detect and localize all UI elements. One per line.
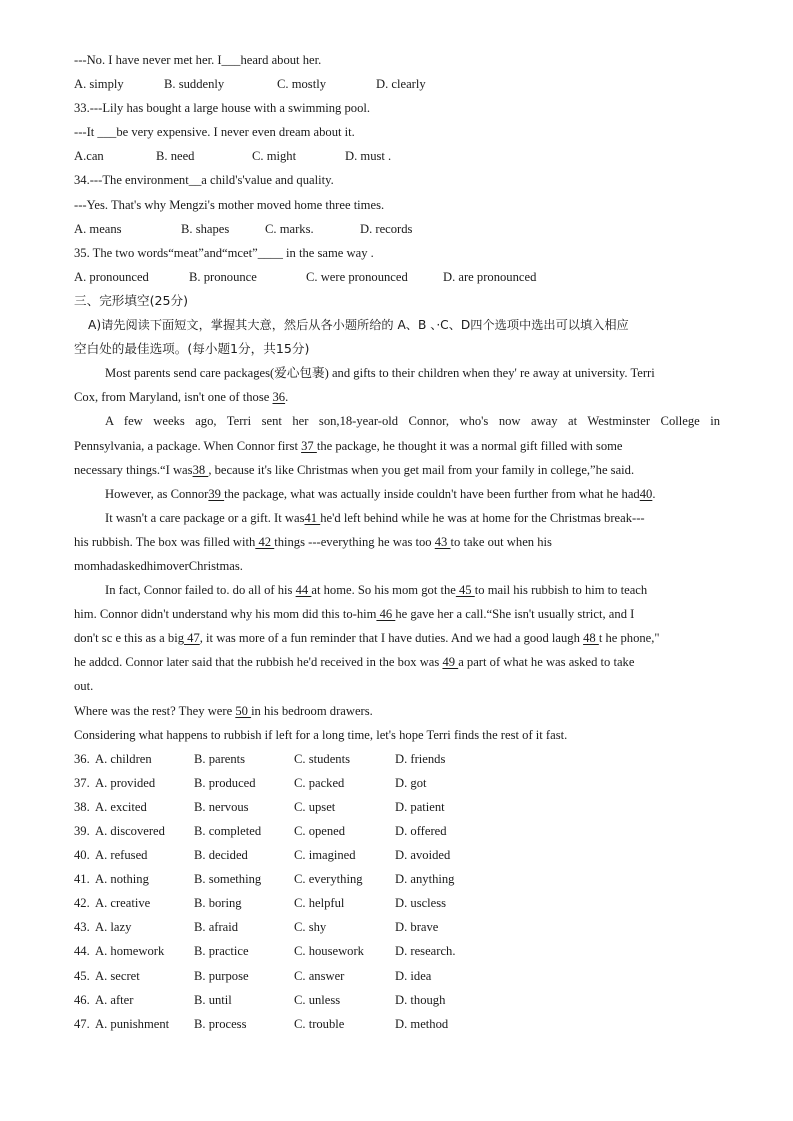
option: D. friends <box>395 751 446 766</box>
question-row <box>74 1012 720 1036</box>
passage-line: him. Connor didn't understand why his mom did this to-him 46 he gave her a call.“She isn't usually strict, and I <box>74 607 635 622</box>
option: A. secret <box>95 968 140 983</box>
blank-47: 47 <box>184 631 200 646</box>
question-number: 46. <box>74 992 90 1007</box>
option: C. answer <box>294 968 345 983</box>
option: A. nothing <box>95 872 149 887</box>
question-number: 37. <box>74 775 90 790</box>
option: C. might <box>252 149 297 164</box>
q35-options <box>74 265 720 289</box>
option: B. produced <box>194 775 256 790</box>
passage-line: his rubbish. The box was filled with 42 things ---everything he was too 43 to take out when his <box>74 534 552 549</box>
q33-reply: ---It ___be very expensive. I never even dream about it. <box>74 125 355 140</box>
q34-stem: 34.---The environment__a child's'value and quality. <box>74 173 334 188</box>
option: D. got <box>395 775 427 790</box>
option: B. parents <box>194 751 246 766</box>
option: D. idea <box>395 968 432 983</box>
question-number: 36. <box>74 751 90 766</box>
blank-48: 48 <box>583 631 599 646</box>
option: C. helpful <box>294 896 345 911</box>
option: B. something <box>194 872 262 887</box>
option: D. research. <box>395 944 456 959</box>
passage-line: It wasn't a care package or a gift. It was41 he'd left behind while he was at home for the Christmas break--- <box>105 510 645 525</box>
option: C. students <box>294 751 350 766</box>
question-row <box>74 939 720 963</box>
q33-options <box>74 144 720 168</box>
question-row <box>74 988 720 1012</box>
passage-line: Considering what happens to rubbish if left for a long time, let's hope Terri finds the rest of it fast. <box>74 727 568 742</box>
blank-41: 41 <box>304 510 321 525</box>
question-number: 44. <box>74 944 90 959</box>
passage-line: However, as Connor39 the package, what was actually inside couldn't have been further from what he had40. <box>105 486 656 501</box>
question-row <box>74 771 720 795</box>
option: B. nervous <box>194 799 249 814</box>
question-row <box>74 747 720 771</box>
question-number: 40. <box>74 848 90 863</box>
option: B. boring <box>194 896 242 911</box>
option: A. punishment <box>95 1016 170 1031</box>
option: B. until <box>194 992 232 1007</box>
option: B. purpose <box>194 968 249 983</box>
option: A.can <box>74 149 104 164</box>
option: A. excited <box>95 799 147 814</box>
option: C. were pronounced <box>306 269 408 284</box>
passage-line: Pennsylvania, a package. When Connor first 37 the package, he thought it was a normal gift filled with some <box>74 438 623 453</box>
option: D. offered <box>395 824 447 838</box>
passage-line: out. <box>74 679 94 694</box>
question-number: 47. <box>74 1016 90 1031</box>
option: A. provided <box>95 775 156 790</box>
passage-line: Most parents send care packages(爱心包裹) and gifts to their children when they' re away at university. Terri <box>105 366 655 381</box>
option: D. avoided <box>395 848 451 863</box>
option: A. after <box>95 992 134 1007</box>
option: A. refused <box>95 848 148 863</box>
option: C. trouble <box>294 1016 345 1031</box>
passage-line: he addcd. Connor later said that the rubbish he'd received in the box was 49 a part of what he was asked to take <box>74 655 635 670</box>
blank-39: 39 <box>208 486 225 501</box>
option: C. imagined <box>294 848 356 863</box>
question-row <box>74 891 720 915</box>
question-number: 41. <box>74 872 90 887</box>
blank-42: 42 <box>255 534 275 549</box>
section-instruction-line1: A)请先阅读下面短文，掌握其大意，然后从各小题所给的 A、B 、·C、D四个选项中选出可以填入相应 <box>88 318 629 333</box>
passage-line: A few weeks ago, Terri sent her son,18-year-old Connor, who's now away at Westminster College in <box>105 414 720 429</box>
blank-46: 46 <box>376 607 396 622</box>
q33-stem: 33.---Lily has bought a large house with a swimming pool. <box>74 101 371 116</box>
option: B. shapes <box>181 221 230 236</box>
passage-line: momhadaskedhimoverChristmas. <box>74 558 243 573</box>
option: B. process <box>194 1016 247 1031</box>
option: A. discovered <box>95 824 165 838</box>
blank-38: 38 <box>192 462 209 477</box>
option: D. method <box>395 1016 449 1031</box>
question-row <box>74 915 720 939</box>
option: B. practice <box>194 944 249 959</box>
option: B. need <box>156 149 195 164</box>
option: A. simply <box>74 77 124 92</box>
option: D. brave <box>395 920 439 935</box>
option: B. decided <box>194 848 248 863</box>
option: C. unless <box>294 992 341 1007</box>
option: C. opened <box>294 824 346 838</box>
question-row <box>74 867 720 891</box>
question-row <box>74 843 720 867</box>
option: D. clearly <box>376 77 426 92</box>
option: D. are pronounced <box>443 269 537 284</box>
option: B. afraid <box>194 920 239 935</box>
blank-37: 37 <box>301 438 317 453</box>
section-heading: 三、完形填空(25分) <box>74 292 189 308</box>
q32-options <box>74 72 720 96</box>
passage-line: In fact, Connor failed to. do all of his 44 at home. So his mom got the 45 to mail his rubbish to him to teach <box>105 583 648 598</box>
option: D. patient <box>395 799 445 814</box>
exam-page <box>74 48 720 1036</box>
option: A. pronounced <box>74 269 149 284</box>
question-row <box>74 819 720 843</box>
blank-50: 50 <box>235 703 252 718</box>
blank-43: 43 <box>434 534 451 549</box>
blank-36: 36 <box>272 390 286 405</box>
option: B. suddenly <box>164 77 225 92</box>
option: D. anything <box>395 872 455 887</box>
q32-reply: ---No. I have never met her. I___heard about her. <box>74 53 322 67</box>
blank-45: 45 <box>455 583 475 598</box>
option: C. marks. <box>265 221 314 236</box>
question-list <box>74 747 720 1036</box>
blank-40: 40 <box>639 486 653 501</box>
option: A. children <box>95 751 152 766</box>
question-row <box>74 795 720 819</box>
passage-line: Where was the rest? They were 50 in his bedroom drawers. <box>74 703 373 718</box>
option: B. completed <box>194 824 262 838</box>
passage-line: necessary things.“I was38 , because it's like Christmas when you get mail from your family in college,”he said. <box>74 462 635 477</box>
option: A. homework <box>95 944 165 959</box>
option: B. pronounce <box>189 269 257 284</box>
q35-stem: 35. The two words“meat”and“mcet”____ in the same way . <box>74 245 374 260</box>
section-instruction-line2: 空白处的最佳选项。(每小题1分，共15分) <box>74 341 310 357</box>
option: A. creative <box>95 896 151 911</box>
blank-44: 44 <box>295 583 312 598</box>
q34-options <box>74 217 720 241</box>
question-number: 39. <box>74 824 90 838</box>
option: D. must . <box>345 149 392 164</box>
option: C. upset <box>294 799 336 814</box>
q34-reply: ---Yes. That's why Mengzi's mother moved home three times. <box>74 197 385 212</box>
option: C. mostly <box>277 77 326 92</box>
question-row <box>74 964 720 988</box>
option: C. everything <box>294 872 363 887</box>
blank-49: 49 <box>442 655 459 670</box>
option: D. though <box>395 992 446 1007</box>
option: C. packed <box>294 775 345 790</box>
passage-line: don't sc e this as a big 47, it was more of a fun reminder that I have duties. And we had a good laugh 48 t he phone," <box>74 631 660 646</box>
option: C. shy <box>294 920 327 935</box>
question-number: 43. <box>74 920 90 935</box>
option: C. housework <box>294 944 364 959</box>
option: A. lazy <box>95 920 132 935</box>
question-number: 42. <box>74 896 90 911</box>
passage-line: Cox, from Maryland, isn't one of those 36. <box>74 390 289 405</box>
question-number: 38. <box>74 799 90 814</box>
question-number: 45. <box>74 968 90 983</box>
option: A. means <box>74 221 122 236</box>
option: D. uscless <box>395 896 447 911</box>
option: D. records <box>360 221 413 236</box>
